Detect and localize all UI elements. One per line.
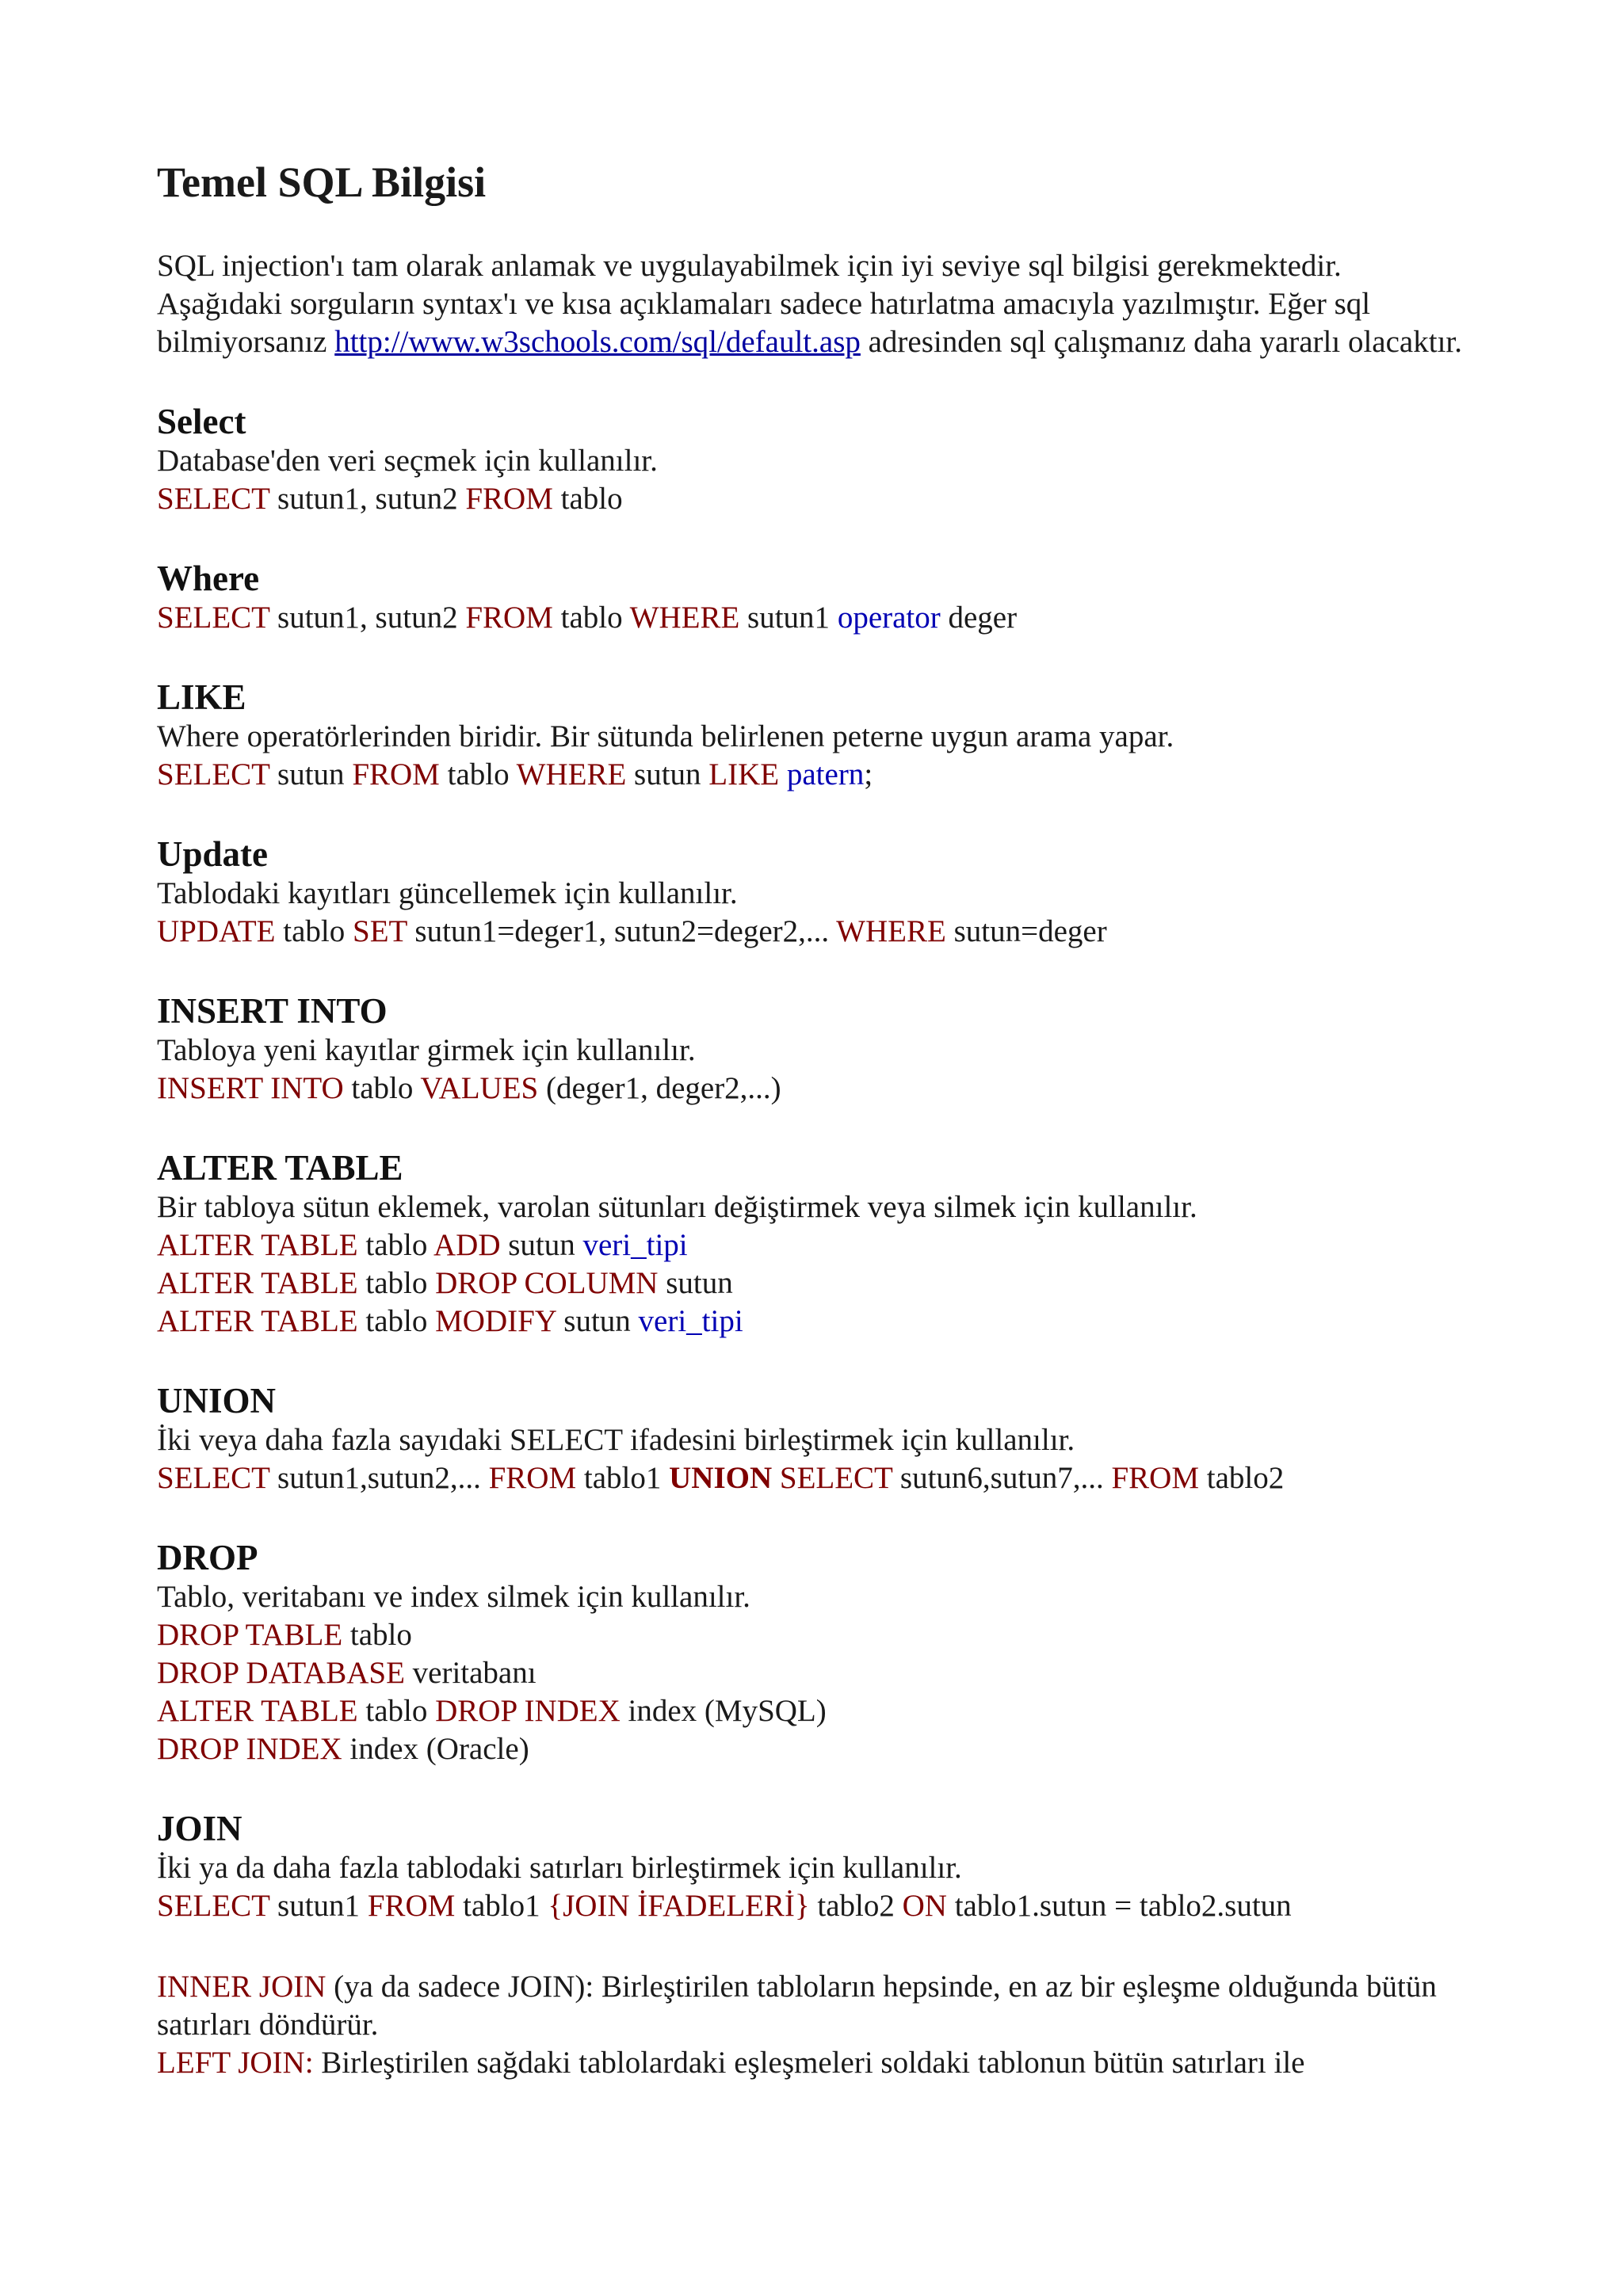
sql-text: sutun1=deger1, sutun2=deger2,... xyxy=(407,914,837,948)
sql-code-line xyxy=(157,1730,1472,1768)
sql-text: sutun1 xyxy=(269,1889,368,1923)
section-description: İki ya da daha fazla tablodaki satırları birleştirmek için kullanılır. xyxy=(157,1851,962,1885)
sql-text: tablo xyxy=(342,1618,412,1652)
code-block xyxy=(157,913,1472,951)
sql-keyword: WHERE xyxy=(516,757,627,791)
section-union xyxy=(157,1380,1472,1497)
sql-keyword: SET xyxy=(353,914,407,948)
sql-keyword: DROP INDEX xyxy=(157,1732,342,1766)
section-heading: LIKE xyxy=(157,677,246,717)
intro-paragraph xyxy=(157,247,1472,361)
sql-keyword: veri_tipi xyxy=(582,1228,688,1262)
sql-text: tablo2 xyxy=(1199,1461,1285,1495)
sql-keyword: SELECT xyxy=(779,1461,893,1495)
sql-text: tablo xyxy=(343,1071,421,1105)
sql-text xyxy=(779,757,787,791)
sql-code-line xyxy=(157,1887,1472,1925)
section-insert-into xyxy=(157,990,1472,1108)
code-block xyxy=(157,599,1472,637)
sql-keyword: ALTER TABLE xyxy=(157,1304,358,1338)
sql-text xyxy=(772,1461,780,1495)
sql-code-line xyxy=(157,1070,1472,1108)
inner-join-description: INNER JOIN (ya da sadece JOIN): Birleştirilen tabloların hepsinde, en az bir eşleşme olduğunda bütün satırları döndürür. xyxy=(157,1970,1437,2042)
sql-text: tablo1.sutun = tablo2.sutun xyxy=(946,1889,1292,1923)
section-description: Bir tabloya sütun eklemek, varolan sütunları değiştirmek veya silmek için kullanılır. xyxy=(157,1190,1197,1224)
sql-text: sutun1,sutun2,... xyxy=(269,1461,489,1495)
section-heading: Where xyxy=(157,559,260,598)
sql-keyword: UPDATE xyxy=(157,914,276,948)
sql-keyword: patern xyxy=(786,757,865,791)
sql-keyword: VALUES xyxy=(420,1071,539,1105)
section-description: Tablo, veritabanı ve index silmek için kullanılır. xyxy=(157,1580,750,1614)
sql-keyword: FROM xyxy=(1111,1461,1199,1495)
sql-keyword: ALTER TABLE xyxy=(157,1266,358,1300)
sql-keyword: SELECT xyxy=(157,601,270,635)
code-block xyxy=(157,1616,1472,1768)
section-select xyxy=(157,401,1472,518)
sql-text: sutun1 xyxy=(739,601,838,635)
section-description: Where operatörlerinden biridir. Bir sütunda belirlenen peterne uygun arama yapar. xyxy=(157,719,1174,753)
sql-keyword: ADD xyxy=(433,1228,501,1262)
code-block xyxy=(157,1459,1472,1497)
sql-keyword: SELECT xyxy=(157,1461,270,1495)
sql-text: sutun xyxy=(556,1304,639,1338)
section-description: Database'den veri seçmek için kullanılır. xyxy=(157,444,658,478)
sql-text: deger xyxy=(940,601,1018,635)
sql-text: sutun=deger xyxy=(945,914,1107,948)
section-heading: DROP xyxy=(157,1538,258,1577)
sql-text: sutun6,sutun7,... xyxy=(892,1461,1112,1495)
sql-code-line xyxy=(157,1459,1472,1497)
sql-keyword: UNION xyxy=(669,1461,773,1495)
left-join-description: LEFT JOIN: Birleştirilen sağdaki tablolardaki eşleşmeleri soldaki tablonun bütün satırları ile xyxy=(157,2046,1305,2080)
section-heading: Update xyxy=(157,834,269,874)
sql-text: veritabanı xyxy=(404,1656,537,1690)
sql-keyword: MODIFY xyxy=(435,1304,556,1338)
sql-code-line xyxy=(157,1226,1472,1264)
code-block xyxy=(157,1070,1472,1108)
sql-code-line xyxy=(157,1302,1472,1341)
sql-code-line xyxy=(157,913,1472,951)
sql-keyword: FROM xyxy=(465,601,553,635)
keyword: LEFT JOIN: xyxy=(157,2046,314,2080)
sql-keyword: LIKE xyxy=(708,757,780,791)
sql-keyword: SELECT xyxy=(157,1889,270,1923)
sql-text: sutun xyxy=(269,757,353,791)
intro-text-end: adresinden sql çalışmanız daha yararlı olacaktır. xyxy=(860,325,1462,359)
sql-text: tablo xyxy=(439,757,517,791)
sql-keyword: SELECT xyxy=(157,757,270,791)
code-block xyxy=(157,480,1472,518)
section-description: Tablodaki kayıtları güncellemek için kullanılır. xyxy=(157,876,738,910)
sql-text: tablo xyxy=(275,914,353,948)
sql-text: tablo xyxy=(357,1266,436,1300)
sql-text: sutun1, sutun2 xyxy=(269,601,466,635)
section-join xyxy=(157,1808,1472,2082)
sql-keyword: WHERE xyxy=(629,601,740,635)
sql-keyword: FROM xyxy=(352,757,440,791)
sql-text: tablo1 xyxy=(576,1461,670,1495)
sql-keyword: DROP DATABASE xyxy=(157,1656,405,1690)
sql-keyword: SELECT xyxy=(157,482,270,516)
sql-text: sutun xyxy=(626,757,709,791)
section-heading: UNION xyxy=(157,1381,277,1421)
code-block xyxy=(157,756,1472,794)
sql-keyword: ALTER TABLE xyxy=(157,1694,358,1728)
section-heading: ALTER TABLE xyxy=(157,1148,403,1188)
sql-keyword: operator xyxy=(837,601,941,635)
section-where xyxy=(157,558,1472,637)
sql-keyword: ON xyxy=(902,1889,947,1923)
intro-text: SQL injection'ı tam olarak anlamak ve uygulayabilmek için iyi seviye sql bilgisi gerekmektedir. Aşağıdaki sorguların syntax'ı ve kısa açıklamaları sadece hatırlatma amacıyla yazılmıştır. Eğer sql bilmiyorsanız xyxy=(157,249,1371,359)
sql-keyword: {JOIN İFADELERİ} xyxy=(548,1889,810,1923)
section-description: Tabloya yeni kayıtlar girmek için kullanılır. xyxy=(157,1033,696,1067)
document-page xyxy=(157,155,1472,2122)
w3schools-link[interactable]: http://www.w3schools.com/sql/default.asp xyxy=(334,325,861,359)
section-drop xyxy=(157,1537,1472,1768)
section-heading: INSERT INTO xyxy=(157,991,388,1031)
sql-text: sutun xyxy=(500,1228,583,1262)
sql-text: ; xyxy=(864,757,873,791)
section-description: İki veya daha fazla sayıdaki SELECT ifadesini birleştirmek için kullanılır. xyxy=(157,1423,1075,1457)
sql-text: tablo2 xyxy=(809,1889,903,1923)
sql-keyword: FROM xyxy=(488,1461,577,1495)
sql-keyword: FROM xyxy=(465,482,553,516)
sql-text: index (Oracle) xyxy=(342,1732,529,1766)
sql-code-line xyxy=(157,1616,1472,1654)
keyword: INNER JOIN xyxy=(157,1970,327,2004)
sql-code-line xyxy=(157,1264,1472,1302)
section-update xyxy=(157,833,1472,951)
sql-text: tablo xyxy=(357,1228,433,1262)
sql-text: tablo xyxy=(357,1304,436,1338)
sql-text: tablo xyxy=(552,601,630,635)
sql-keyword: DROP INDEX xyxy=(435,1694,621,1728)
sql-code-line xyxy=(157,1654,1472,1692)
page-title: Temel SQL Bilgisi xyxy=(157,158,487,206)
code-block xyxy=(157,1887,1472,1925)
sql-keyword: INSERT INTO xyxy=(157,1071,344,1105)
sql-code-line xyxy=(157,480,1472,518)
sql-text: tablo1 xyxy=(455,1889,548,1923)
sql-code-line xyxy=(157,599,1472,637)
sql-text: sutun xyxy=(658,1266,733,1300)
sql-keyword: veri_tipi xyxy=(638,1304,743,1338)
sql-keyword: DROP COLUMN xyxy=(435,1266,659,1300)
sql-keyword: DROP TABLE xyxy=(157,1618,343,1652)
sql-text: (deger1, deger2,...) xyxy=(538,1071,781,1105)
sql-code-line xyxy=(157,1692,1472,1730)
sql-text: index (MySQL) xyxy=(620,1694,827,1728)
sql-code-line xyxy=(157,756,1472,794)
code-block xyxy=(157,1226,1472,1341)
section-alter-table xyxy=(157,1147,1472,1341)
section-heading: JOIN xyxy=(157,1809,242,1848)
sql-text: tablo xyxy=(552,482,623,516)
sql-text: sutun1, sutun2 xyxy=(269,482,466,516)
sql-keyword: WHERE xyxy=(836,914,946,948)
sql-keyword: FROM xyxy=(367,1889,456,1923)
sql-text: tablo xyxy=(357,1694,436,1728)
sql-keyword: ALTER TABLE xyxy=(157,1228,358,1262)
section-like xyxy=(157,677,1472,794)
section-heading: Select xyxy=(157,402,246,441)
